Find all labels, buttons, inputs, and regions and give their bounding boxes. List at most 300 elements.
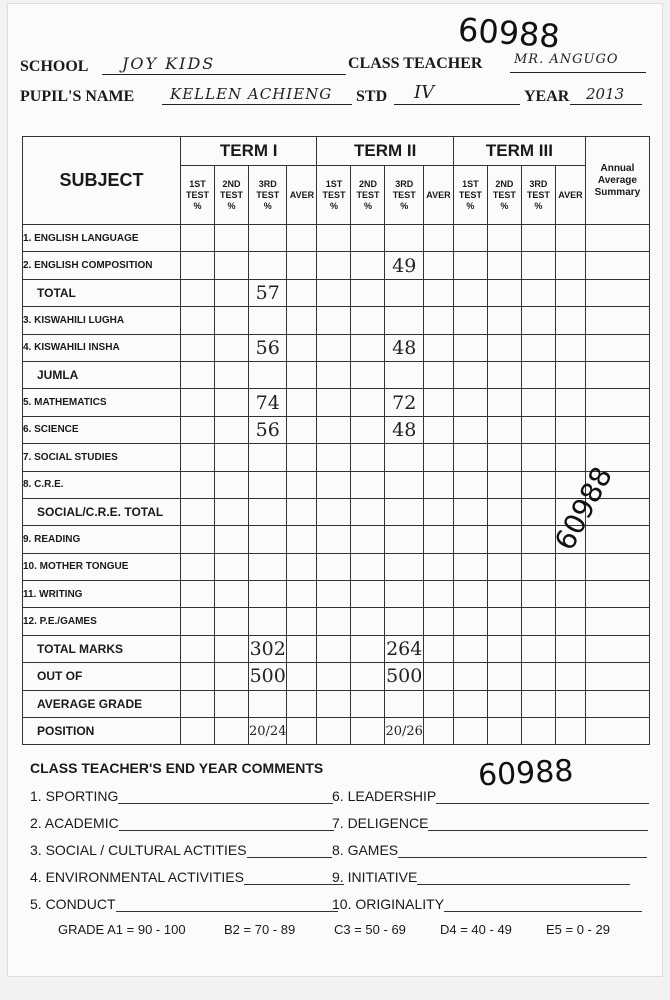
subject-name: 1. ENGLISH LANGUAGE <box>23 225 181 252</box>
empty-cell <box>287 389 317 416</box>
comment-line[interactable] <box>444 897 642 912</box>
empty-cell <box>555 718 585 745</box>
empty-cell <box>453 444 487 471</box>
empty-cell <box>585 581 649 608</box>
subject-name: SOCIAL/C.R.E. TOTAL <box>23 498 181 525</box>
comment-line[interactable] <box>119 816 334 831</box>
empty-cell <box>585 635 649 662</box>
empty-cell <box>287 690 317 717</box>
empty-cell <box>555 279 585 306</box>
empty-cell <box>521 279 555 306</box>
term-1-col-3: 3RD TEST % <box>249 166 287 225</box>
empty-cell <box>521 416 555 443</box>
empty-cell <box>249 252 287 279</box>
empty-cell <box>215 389 249 416</box>
empty-cell <box>181 663 215 690</box>
mark-value: 500 <box>249 663 287 690</box>
comment-line[interactable] <box>118 789 333 804</box>
comment-line[interactable] <box>417 870 629 885</box>
empty-cell <box>287 444 317 471</box>
empty-cell <box>585 690 649 717</box>
empty-cell <box>317 279 351 306</box>
mark-value: 56 <box>249 334 287 361</box>
empty-cell <box>521 663 555 690</box>
empty-cell <box>215 608 249 635</box>
table-row <box>23 361 650 388</box>
empty-cell <box>521 581 555 608</box>
empty-cell <box>453 553 487 580</box>
empty-cell <box>453 718 487 745</box>
grade-c3: C3 = 50 - 69 <box>334 922 406 937</box>
empty-cell <box>215 553 249 580</box>
subject-name: POSITION <box>23 718 181 745</box>
empty-cell <box>287 526 317 553</box>
empty-cell <box>351 581 385 608</box>
table-row <box>23 416 650 443</box>
empty-cell <box>423 718 453 745</box>
empty-cell <box>453 471 487 498</box>
pupil-name: KELLEN ACHIENG <box>170 85 333 103</box>
mark-value: 57 <box>249 279 287 306</box>
empty-cell <box>215 361 249 388</box>
comment-field: 4. ENVIRONMENTAL ACTIVITIES <box>30 869 344 885</box>
mark-value: 49 <box>385 252 423 279</box>
empty-cell <box>351 252 385 279</box>
term-3-col-3: 3RD TEST % <box>521 166 555 225</box>
subject-name: 9. READING <box>23 526 181 553</box>
empty-cell <box>181 361 215 388</box>
table-row <box>23 581 650 608</box>
comment-field: 9. INITIATIVE <box>332 869 630 885</box>
empty-cell <box>585 553 649 580</box>
empty-cell <box>287 581 317 608</box>
empty-cell <box>385 225 423 252</box>
term-1-col-4: AVER <box>287 166 317 225</box>
table-row <box>23 471 650 498</box>
table-row <box>23 498 650 525</box>
empty-cell <box>215 581 249 608</box>
empty-cell <box>317 307 351 334</box>
empty-cell <box>453 663 487 690</box>
empty-cell <box>521 471 555 498</box>
empty-cell <box>453 690 487 717</box>
empty-cell <box>487 225 521 252</box>
empty-cell <box>453 307 487 334</box>
term-1-col-2: 2ND TEST % <box>215 166 249 225</box>
empty-cell <box>585 225 649 252</box>
comments-stamp: 60988 <box>477 753 575 794</box>
grade-a1: GRADE A1 = 90 - 100 <box>58 922 186 937</box>
empty-cell <box>249 608 287 635</box>
empty-cell <box>181 690 215 717</box>
empty-cell <box>287 334 317 361</box>
empty-cell <box>423 307 453 334</box>
empty-cell <box>487 690 521 717</box>
empty-cell <box>317 444 351 471</box>
mark-value: 48 <box>385 334 423 361</box>
empty-cell <box>555 334 585 361</box>
pupil-name-label: PUPIL'S NAME <box>20 88 135 105</box>
empty-cell <box>249 471 287 498</box>
std-label: STD <box>356 88 388 105</box>
empty-cell <box>317 334 351 361</box>
term-3-col-4: AVER <box>555 166 585 225</box>
table-row <box>23 690 650 717</box>
term-1-header: TERM I <box>181 137 317 166</box>
empty-cell <box>585 307 649 334</box>
empty-cell <box>487 416 521 443</box>
empty-cell <box>453 608 487 635</box>
table-row <box>23 663 650 690</box>
empty-cell <box>215 444 249 471</box>
empty-cell <box>385 279 423 306</box>
empty-cell <box>249 225 287 252</box>
empty-cell <box>453 635 487 662</box>
empty-cell <box>317 389 351 416</box>
empty-cell <box>317 663 351 690</box>
subject-name: 2. ENGLISH COMPOSITION <box>23 252 181 279</box>
term-2-col-3: 3RD TEST % <box>385 166 423 225</box>
term-2-col-2: 2ND TEST % <box>351 166 385 225</box>
empty-cell <box>287 252 317 279</box>
empty-cell <box>215 526 249 553</box>
subject-name: 5. MATHEMATICS <box>23 389 181 416</box>
empty-cell <box>423 334 453 361</box>
empty-cell <box>453 334 487 361</box>
empty-cell <box>351 526 385 553</box>
table-row <box>23 718 650 745</box>
empty-cell <box>521 608 555 635</box>
empty-cell <box>317 718 351 745</box>
table-row <box>23 279 650 306</box>
empty-cell <box>487 498 521 525</box>
empty-cell <box>385 471 423 498</box>
subject-name: 10. MOTHER TONGUE <box>23 553 181 580</box>
mark-value: 20/26 <box>385 718 423 745</box>
empty-cell <box>287 225 317 252</box>
annual-stamp: 60988 <box>548 461 619 556</box>
empty-cell <box>351 334 385 361</box>
term-3-col-1: 1ST TEST % <box>453 166 487 225</box>
empty-cell <box>487 718 521 745</box>
empty-cell <box>555 361 585 388</box>
school-label: SCHOOL <box>20 58 89 75</box>
empty-cell <box>555 389 585 416</box>
empty-cell <box>555 608 585 635</box>
empty-cell <box>385 690 423 717</box>
marks-table <box>22 136 650 745</box>
empty-cell <box>521 553 555 580</box>
comment-field: 5. CONDUCT <box>30 896 338 912</box>
mark-value <box>385 498 423 525</box>
comment-line[interactable] <box>436 789 648 804</box>
empty-cell <box>215 498 249 525</box>
empty-cell <box>423 526 453 553</box>
empty-cell <box>351 307 385 334</box>
empty-cell <box>317 581 351 608</box>
empty-cell <box>181 526 215 553</box>
empty-cell <box>585 361 649 388</box>
empty-cell <box>521 635 555 662</box>
comment-field: 10. ORIGINALITY <box>332 896 642 912</box>
comment-field: 8. GAMES <box>332 842 647 858</box>
school-name: JOY KIDS <box>122 54 216 73</box>
empty-cell <box>585 389 649 416</box>
comment-line[interactable] <box>244 870 344 885</box>
empty-cell <box>423 581 453 608</box>
empty-cell <box>215 718 249 745</box>
mark-value: 500 <box>385 663 423 690</box>
empty-cell <box>215 690 249 717</box>
empty-cell <box>181 252 215 279</box>
class-teacher-label: CLASS TEACHER <box>348 55 483 72</box>
empty-cell <box>215 416 249 443</box>
empty-cell <box>351 471 385 498</box>
empty-cell <box>215 663 249 690</box>
subject-name: 8. C.R.E. <box>23 471 181 498</box>
empty-cell <box>385 526 423 553</box>
table-row <box>23 307 650 334</box>
empty-cell <box>181 416 215 443</box>
empty-cell <box>287 471 317 498</box>
empty-cell <box>351 444 385 471</box>
empty-cell <box>287 635 317 662</box>
empty-cell <box>351 553 385 580</box>
empty-cell <box>555 635 585 662</box>
empty-cell <box>487 334 521 361</box>
empty-cell <box>287 279 317 306</box>
empty-cell <box>453 225 487 252</box>
empty-cell <box>521 252 555 279</box>
comment-field: 2. ACADEMIC <box>30 815 334 831</box>
empty-cell <box>181 718 215 745</box>
empty-cell <box>521 389 555 416</box>
empty-cell <box>385 581 423 608</box>
table-row <box>23 389 650 416</box>
empty-cell <box>181 225 215 252</box>
comments-title: CLASS TEACHER'S END YEAR COMMENTS <box>30 760 324 776</box>
empty-cell <box>555 444 585 471</box>
empty-cell <box>317 361 351 388</box>
table-row <box>23 252 650 279</box>
empty-cell <box>317 635 351 662</box>
empty-cell <box>287 361 317 388</box>
grade-e5: E5 = 0 - 29 <box>546 922 610 937</box>
empty-cell <box>585 279 649 306</box>
empty-cell <box>585 334 649 361</box>
year-label: YEAR <box>524 88 570 105</box>
empty-cell <box>317 416 351 443</box>
subject-header: SUBJECT <box>23 137 181 225</box>
term-1-col-1: 1ST TEST % <box>181 166 215 225</box>
empty-cell <box>521 361 555 388</box>
mark-value: 74 <box>249 389 287 416</box>
empty-cell <box>423 279 453 306</box>
term-3-col-2: 2ND TEST % <box>487 166 521 225</box>
comment-field: 7. DELIGENCE <box>332 815 648 831</box>
empty-cell <box>215 334 249 361</box>
empty-cell <box>249 581 287 608</box>
empty-cell <box>351 279 385 306</box>
empty-cell <box>215 307 249 334</box>
empty-cell <box>487 581 521 608</box>
empty-cell <box>249 553 287 580</box>
empty-cell <box>423 252 453 279</box>
empty-cell <box>287 498 317 525</box>
empty-cell <box>487 361 521 388</box>
empty-cell <box>423 389 453 416</box>
empty-cell <box>215 252 249 279</box>
table-row <box>23 635 650 662</box>
empty-cell <box>555 553 585 580</box>
subject-name: JUMLA <box>23 361 181 388</box>
empty-cell <box>521 307 555 334</box>
empty-cell <box>249 361 287 388</box>
empty-cell <box>249 690 287 717</box>
table-row <box>23 444 650 471</box>
subject-name: 4. KISWAHILI INSHA <box>23 334 181 361</box>
empty-cell <box>423 225 453 252</box>
empty-cell <box>215 225 249 252</box>
empty-cell <box>351 663 385 690</box>
empty-cell <box>521 334 555 361</box>
comment-line[interactable] <box>116 897 338 912</box>
empty-cell <box>453 416 487 443</box>
empty-cell <box>351 389 385 416</box>
empty-cell <box>487 444 521 471</box>
year-value: 2013 <box>586 85 625 103</box>
empty-cell <box>555 225 585 252</box>
mark-value: 48 <box>385 416 423 443</box>
term-2-col-1: 1ST TEST % <box>317 166 351 225</box>
empty-cell <box>487 471 521 498</box>
empty-cell <box>585 526 649 553</box>
empty-cell <box>423 635 453 662</box>
empty-cell <box>453 581 487 608</box>
empty-cell <box>287 307 317 334</box>
empty-cell <box>317 553 351 580</box>
comment-field: 3. SOCIAL / CULTURAL ACTITIES <box>30 842 332 858</box>
subject-name: 3. KISWAHILI LUGHA <box>23 307 181 334</box>
subject-name: AVERAGE GRADE <box>23 690 181 717</box>
empty-cell <box>181 553 215 580</box>
mark-value: 56 <box>249 416 287 443</box>
empty-cell <box>453 279 487 306</box>
empty-cell <box>585 663 649 690</box>
empty-cell <box>351 690 385 717</box>
empty-cell <box>453 361 487 388</box>
document-number: 60988 <box>456 10 561 56</box>
std-value: IV <box>414 82 435 103</box>
empty-cell <box>585 252 649 279</box>
empty-cell <box>351 361 385 388</box>
empty-cell <box>423 553 453 580</box>
mark-value: 264 <box>385 635 423 662</box>
empty-cell <box>317 471 351 498</box>
empty-cell <box>585 718 649 745</box>
annual-average-header: Annual Average Summary <box>585 137 649 225</box>
subject-name: 12. P.E./GAMES <box>23 608 181 635</box>
empty-cell <box>453 389 487 416</box>
empty-cell <box>351 498 385 525</box>
subject-name: 11. WRITING <box>23 581 181 608</box>
empty-cell <box>423 690 453 717</box>
comment-field: 6. LEADERSHIP <box>332 788 649 804</box>
subject-name: TOTAL <box>23 279 181 306</box>
comment-line[interactable] <box>398 843 646 858</box>
term-2-header: TERM II <box>317 137 453 166</box>
empty-cell <box>555 663 585 690</box>
empty-cell <box>555 252 585 279</box>
empty-cell <box>521 498 555 525</box>
mark-value: 20/24 <box>249 718 287 745</box>
empty-cell <box>317 526 351 553</box>
empty-cell <box>215 471 249 498</box>
empty-cell <box>423 471 453 498</box>
table-row <box>23 608 650 635</box>
empty-cell <box>351 225 385 252</box>
empty-cell <box>249 526 287 553</box>
empty-cell <box>287 416 317 443</box>
empty-cell <box>521 718 555 745</box>
term-2-col-4: AVER <box>423 166 453 225</box>
empty-cell <box>385 361 423 388</box>
empty-cell <box>181 307 215 334</box>
empty-cell <box>181 471 215 498</box>
empty-cell <box>287 718 317 745</box>
empty-cell <box>317 690 351 717</box>
empty-cell <box>487 279 521 306</box>
comment-line[interactable] <box>428 816 648 831</box>
empty-cell <box>181 389 215 416</box>
empty-cell <box>181 635 215 662</box>
empty-cell <box>249 444 287 471</box>
empty-cell <box>181 498 215 525</box>
empty-cell <box>287 553 317 580</box>
empty-cell <box>585 608 649 635</box>
mark-value <box>249 498 287 525</box>
empty-cell <box>487 663 521 690</box>
empty-cell <box>487 307 521 334</box>
table-row <box>23 334 650 361</box>
empty-cell <box>249 307 287 334</box>
empty-cell <box>287 608 317 635</box>
empty-cell <box>487 389 521 416</box>
empty-cell <box>181 608 215 635</box>
comment-line[interactable] <box>247 843 332 858</box>
subject-name: 7. SOCIAL STUDIES <box>23 444 181 471</box>
empty-cell <box>487 553 521 580</box>
empty-cell <box>487 252 521 279</box>
empty-cell <box>453 252 487 279</box>
empty-cell <box>487 635 521 662</box>
empty-cell <box>423 361 453 388</box>
empty-cell <box>585 416 649 443</box>
empty-cell <box>317 608 351 635</box>
subject-name: 6. SCIENCE <box>23 416 181 443</box>
empty-cell <box>453 526 487 553</box>
grade-d4: D4 = 40 - 49 <box>440 922 512 937</box>
empty-cell <box>555 307 585 334</box>
empty-cell <box>215 279 249 306</box>
grade-b2: B2 = 70 - 89 <box>224 922 296 937</box>
empty-cell <box>423 444 453 471</box>
empty-cell <box>351 635 385 662</box>
table-row <box>23 225 650 252</box>
class-teacher-name: MR. ANGUGO <box>514 52 619 67</box>
empty-cell <box>385 608 423 635</box>
empty-cell <box>487 526 521 553</box>
